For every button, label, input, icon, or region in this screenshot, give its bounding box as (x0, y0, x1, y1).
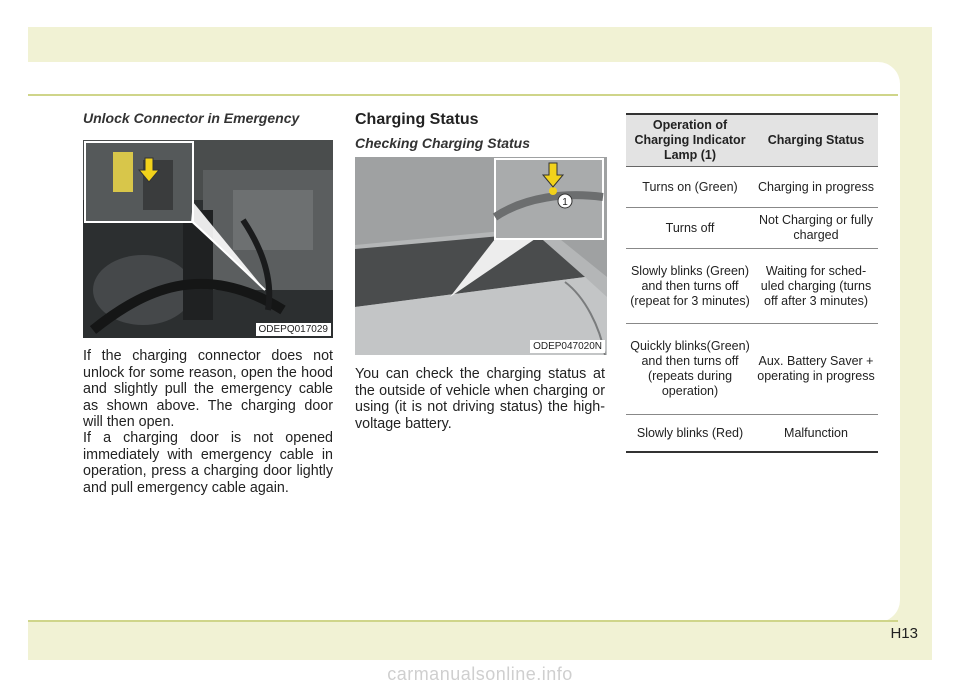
table-row (626, 415, 878, 453)
callout-number: 1 (562, 197, 568, 208)
status-cell: Aux. Battery Saver + operating in progress (754, 324, 878, 415)
status-cell: Not Charging or fully charged (754, 208, 878, 249)
page-number: H13 (890, 625, 918, 642)
status-cell: Charging in progress (754, 167, 878, 208)
table-header-row (626, 114, 878, 167)
photo-caption: ODEPQ017029 (256, 323, 332, 336)
checking-charging-status-heading: Checking Charging Status (355, 135, 531, 151)
windshield-illustration (355, 157, 607, 355)
indicator-cell: Quickly blinks(Green) and then turns off (repeats during operation) (626, 324, 754, 415)
charging-status-table (626, 113, 878, 453)
indicator-cell: Turns off (626, 208, 754, 249)
charging-status-header: Charging Status (754, 114, 878, 167)
table-row (626, 324, 878, 415)
table-row (626, 208, 878, 249)
vehicle-dashboard-photo (355, 157, 607, 355)
table-row (626, 249, 878, 324)
status-cell: Malfunction (754, 415, 878, 453)
engine-bay-illustration (83, 140, 333, 338)
indicator-cell: Slowly blinks (Green) and then turns off (repeat for 3 minutes) (626, 249, 754, 324)
photo-caption: ODEP047020N (530, 340, 605, 353)
status-cell: Waiting for sched-uled charging (turns off after 3 minutes) (754, 249, 878, 324)
charging-status-paragraph: You can check the charging status at the outside of vehicle when charging or using (it is not driving status) the high-voltage battery. (355, 366, 605, 432)
charging-status-title: Charging Status (355, 111, 479, 128)
watermark: carmanualsonline.info (387, 664, 573, 684)
emergency-unlock-paragraph-1: If the charging connector does not unlock for some reason, open the hood and slightly pull the emergency cable as shown above. The charging door will then open. (83, 348, 333, 430)
header-rule (28, 94, 898, 96)
indicator-operation-header: Operation of Charging Indicator Lamp (1) (626, 114, 754, 167)
indicator-cell: Slowly blinks (Red) (626, 415, 754, 453)
indicator-cell: Turns on (Green) (626, 167, 754, 208)
emergency-unlock-paragraph-2: If a charging door is not opened immediately with emergency cable in operation, press a charging door lightly and pull emergency cable again. (83, 430, 333, 496)
engine-bay-photo (83, 140, 333, 338)
footer-rule (28, 620, 898, 622)
emergency-unlock-heading: Unlock Connector in Emergency (83, 110, 300, 126)
table-row (626, 167, 878, 208)
